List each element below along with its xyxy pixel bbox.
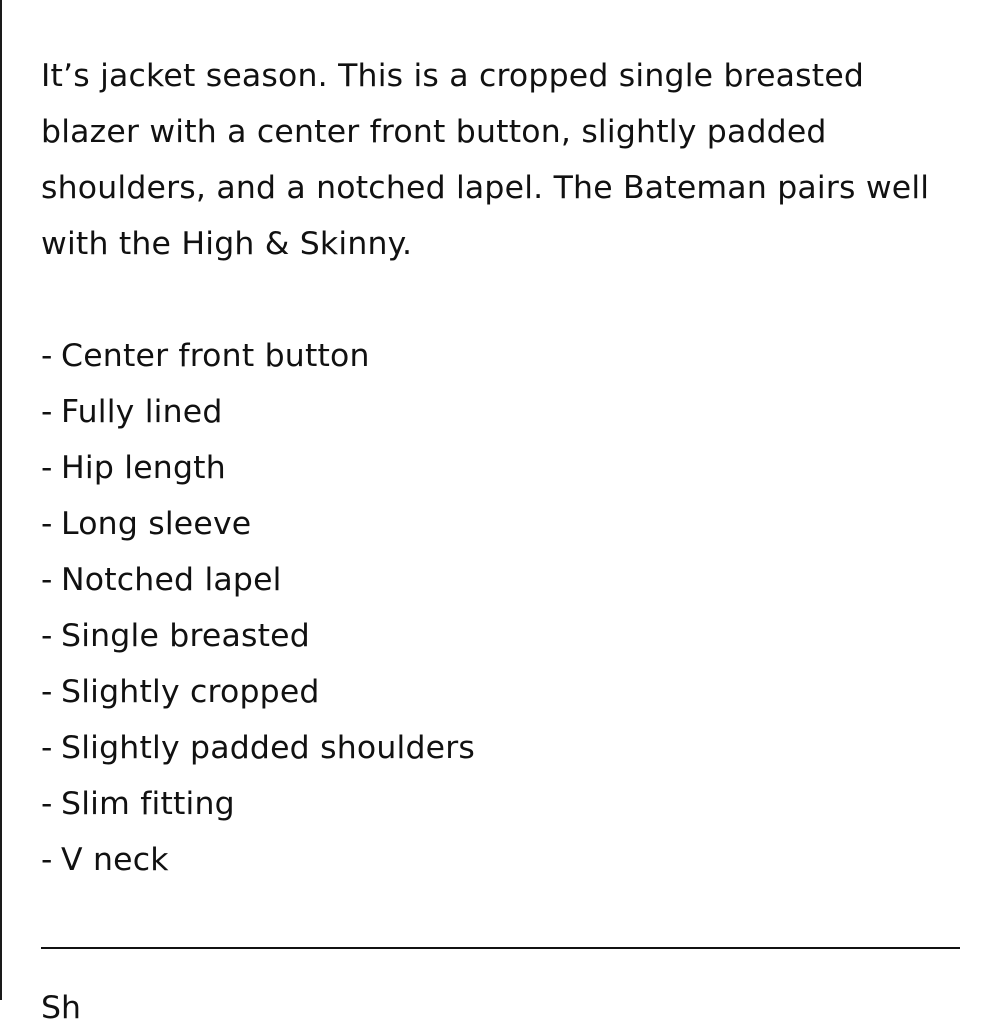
feature-bullet: - (41, 730, 53, 766)
feature-bullet: - (41, 674, 53, 710)
feature-item: - Fully lined (41, 384, 971, 440)
feature-item: - Slightly padded shoulders (41, 720, 971, 776)
section-divider (41, 947, 960, 949)
feature-bullet: - (41, 506, 53, 542)
feature-item: - Center front button (41, 328, 971, 384)
feature-bullet: - (41, 618, 53, 654)
feature-item: - Long sleeve (41, 496, 971, 552)
product-details (41, 48, 971, 888)
feature-bullet: - (41, 842, 53, 878)
feature-item: - Hip length (41, 440, 971, 496)
feature-list (41, 328, 971, 888)
feature-item: - Slim fitting (41, 776, 971, 832)
feature-bullet: - (41, 338, 53, 374)
left-border (0, 0, 2, 1000)
feature-item: - Slightly cropped (41, 664, 971, 720)
next-section-heading[interactable]: Sh (41, 990, 81, 1026)
feature-item: - Notched lapel (41, 552, 971, 608)
feature-bullet: - (41, 562, 53, 598)
feature-item: - Single breasted (41, 608, 971, 664)
feature-item: - V neck (41, 832, 971, 888)
product-description: It’s jacket season. This is a cropped single breasted blazer with a center front button, slightly padded shoulders, and a notched lapel. The Bateman pairs well with the High & Skinny. (41, 58, 930, 262)
feature-bullet: - (41, 786, 53, 822)
feature-bullet: - (41, 450, 53, 486)
feature-bullet: - (41, 394, 53, 430)
